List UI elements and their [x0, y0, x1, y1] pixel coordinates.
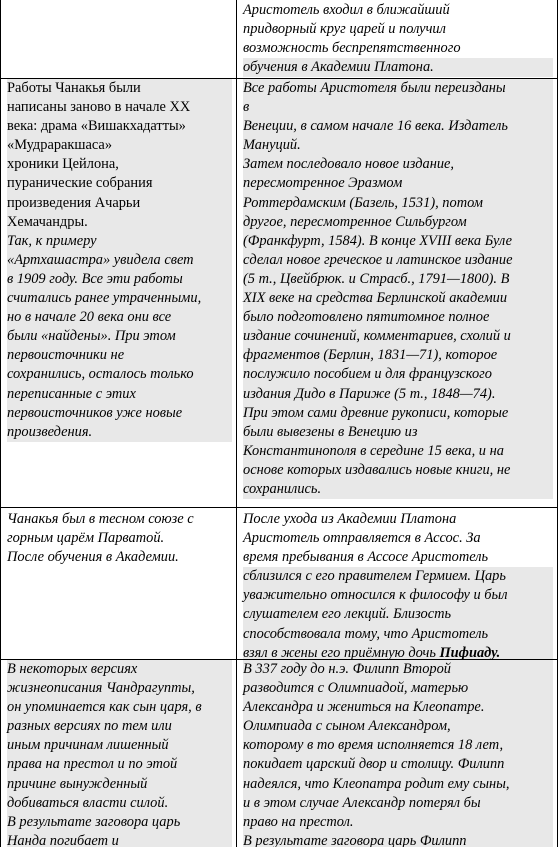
table-cell-right	[237, 510, 557, 659]
text-line: разводится с Олимпиадой, матерью	[243, 679, 553, 698]
text-line: считались ранее утраченными,	[7, 289, 232, 308]
text-line: После ухода из Академии Платона	[243, 511, 457, 527]
table-cell-left	[1, 510, 236, 659]
text-line: горным царём Парватой.	[7, 530, 165, 547]
text-line: Олимпиада с сыном Александром,	[243, 717, 553, 736]
text-line: сохранились.	[243, 480, 553, 499]
text-line: первоисточники не	[7, 346, 232, 365]
text-line: сделал новое греческое и латинское издание	[243, 251, 553, 270]
table-cell-right	[237, 79, 557, 507]
text-line: но в начале 20 века они все	[7, 308, 232, 327]
text-line: были «найдены». При этом	[7, 327, 232, 346]
cell-text	[7, 79, 232, 442]
table-cell-left	[1, 79, 236, 507]
text-line: «Артхашастра» увидела свет	[7, 251, 232, 270]
text-line: Венеции, в самом начале 16 века. Издатель	[243, 117, 553, 136]
text-line: После обучения в Академии.	[7, 549, 179, 566]
text-line: были вывезены в Венецию из	[243, 423, 553, 442]
text-line: сохранились, осталось только	[7, 365, 232, 384]
text-line: произведения Ачарьи	[7, 194, 232, 213]
cell-text	[243, 510, 553, 659]
text-line: которому в то время исполняется 18 лет,	[243, 736, 553, 755]
text-line: Константинополя в середине 15 века, и на	[243, 442, 553, 461]
table-cell-right	[237, 1, 557, 78]
text-line: (5 т., Цвейбрюк. и Страсб., 1791—1800). В	[243, 270, 553, 289]
text-line: (Франкфурт, 1584). В конце XVIII века Буле	[243, 232, 553, 251]
table-cell-left	[1, 660, 236, 847]
text-line: уважительно относился к философу и был	[243, 586, 553, 605]
text-line: написаны заново в начале XX	[7, 98, 232, 117]
text-line: В результате заговора царь	[7, 813, 232, 832]
text-line: в 1909 году. Все эти работы	[7, 270, 232, 289]
text-line: Мануций.	[243, 136, 553, 155]
cell-text	[243, 660, 553, 847]
text-line: Александра и жениться на Клеопатре.	[243, 698, 553, 717]
text-line: переписанные с этих	[7, 385, 232, 404]
table-cell-left	[1, 0, 236, 78]
row-divider	[0, 507, 558, 508]
text-line: обучения в Академии Платона.	[243, 58, 553, 77]
text-line: способствовала тому, что Аристотель	[243, 625, 553, 644]
text-line: в	[243, 98, 553, 117]
text-line: Роттердамским (Базель, 1531), потом	[243, 194, 553, 213]
cell-text	[7, 660, 232, 847]
text-line: При этом сами древние рукописи, которые	[243, 404, 553, 423]
text-line: слушателем его лекций. Близость	[243, 605, 553, 624]
text-line: В 337 году до н.э. Филипп Второй	[243, 660, 553, 679]
text-line: было подготовлено пятитомное полное	[243, 308, 553, 327]
text-line: фрагментов (Берлин, 1831—71), которое	[243, 346, 553, 365]
text-line: основе которых издавались новые книги, не	[243, 461, 553, 480]
text-line: пересмотренное Эразмом	[243, 174, 553, 193]
text-line: Хемачандры.	[7, 213, 232, 232]
text-line: пуранические собрания	[7, 174, 232, 193]
text-line: В результате заговора царь Филипп	[243, 832, 553, 847]
text-line: права на престол и по этой	[7, 755, 232, 774]
text-line: В некоторых версиях	[7, 660, 232, 679]
text-line: XIX веке на средства Берлинской академии	[243, 289, 553, 308]
text-line: Нанда погибает и	[7, 832, 232, 847]
text-line: надеялся, что Клеопатра родит ему сыны,	[243, 775, 553, 794]
text-line: Чанакья был в тесном союзе с	[7, 511, 194, 527]
text-line: издания Дидо в Париже (5 т., 1848—74).	[243, 385, 553, 404]
text-line: первоисточников уже новые	[7, 404, 232, 423]
text-line: покидает царский двор и столицу. Филипп	[243, 755, 553, 774]
text-line: добиваться власти силой.	[7, 794, 232, 813]
text-line: Работы Чанакья были	[7, 79, 232, 98]
text-line: разных версиях по тем или	[7, 717, 232, 736]
text-line: жизнеописания Чандрагупты,	[7, 679, 232, 698]
text-line: другое, пересмотренное Сильбургом	[243, 213, 553, 232]
text-line: Аристотель отправляется в Ассос. За	[243, 530, 481, 547]
text-line: право на престол.	[243, 813, 553, 832]
text-line: иным причинам лишенный	[7, 736, 232, 755]
cell-text	[7, 510, 232, 567]
text-line: хроники Цейлона,	[7, 155, 232, 174]
cell-text	[243, 1, 553, 77]
text-line: издание сочинений, комментариев, схолий и	[243, 327, 553, 346]
text-line: послужило пособием и для французского	[243, 365, 553, 384]
text-line: взял в жены его приёмную дочь Пифиаду.	[243, 644, 553, 659]
text-line: сблизился с его правителем Гермием. Царь	[243, 567, 553, 586]
text-line: Аристотель входил в ближайший	[243, 2, 450, 18]
text-line: произведения.	[7, 423, 232, 442]
table-cell-right	[237, 660, 557, 847]
text-line: причине вынужденный	[7, 775, 232, 794]
text-line: он упоминается как сын царя, в	[7, 698, 232, 717]
text-line: и в этом случае Александр потерял бы	[243, 794, 553, 813]
text-line: «Мудраракшаса»	[7, 136, 232, 155]
emphasized-name: Пифиаду.	[439, 644, 501, 659]
cell-text	[243, 79, 553, 499]
text-line: века: драма «Вишакхадатты»	[7, 117, 232, 136]
text-line: придворный круг царей и получил	[243, 21, 446, 38]
text-line: время пребывания в Ассосе Аристотель	[243, 549, 489, 566]
text-line: Так, к примеру	[7, 232, 232, 251]
text-line: возможность беспрепятственного	[243, 40, 461, 57]
text-line: Затем последовало новое издание,	[243, 155, 553, 174]
text-line: Все работы Аристотеля были переизданы	[243, 79, 553, 98]
